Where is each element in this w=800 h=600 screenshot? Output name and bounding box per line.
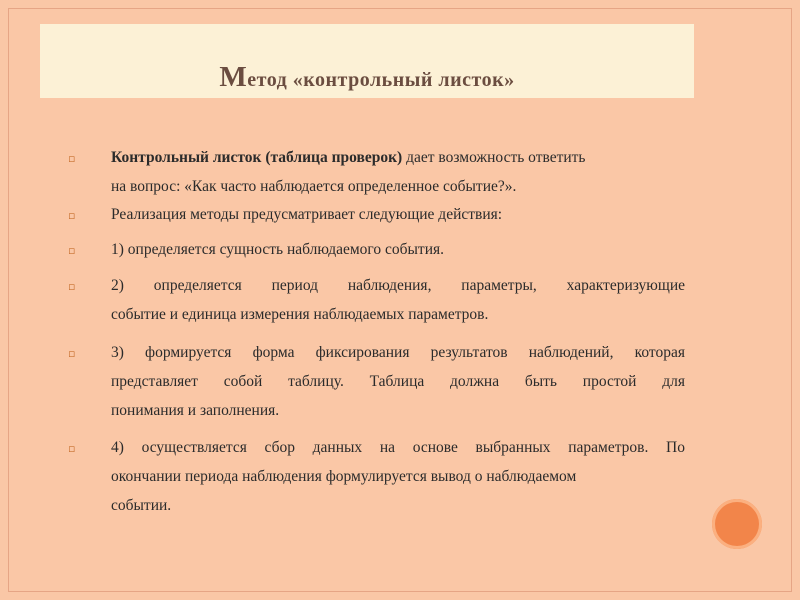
bullet-icon: ▫ [68, 209, 76, 222]
paragraph-5-line-2: представляет собой таблицу. Таблица должна быть простой для [111, 373, 685, 390]
title-rest: етод «контрольный листок» [247, 69, 515, 91]
paragraph-2 [111, 200, 685, 229]
paragraph-6-line-3: событии. [111, 497, 172, 514]
bullet-icon: ▫ [68, 442, 76, 455]
paragraph-3 [111, 235, 685, 264]
paragraph-4-line-2: событие и единица измерения наблюдаемых параметров. [111, 306, 489, 323]
title-banner [40, 24, 694, 98]
paragraph-5-line-3: понимания и заполнения. [111, 402, 280, 419]
decorative-circle [712, 499, 762, 549]
bullet-icon: ▫ [68, 347, 76, 360]
paragraph-5 [111, 338, 685, 425]
paragraph-4-line-1: 2) определяется период наблюдения, параметры, характеризующие [111, 277, 685, 294]
paragraph-1 [111, 143, 685, 201]
paragraph-6-line-2: окончании периода наблюдения формулируется вывод о наблюдаемом [111, 468, 577, 485]
paragraph-6-line-1: 4) осуществляется сбор данных на основе выбранных параметров. По [111, 439, 685, 456]
paragraph-1-line-2: на вопрос: «Как часто наблюдается определенное событие?». [111, 178, 517, 195]
paragraph-1-line-1 [111, 143, 685, 172]
paragraph-1-rest: дает возможность ответить [402, 149, 586, 166]
paragraph-3-line-1: 1) определяется сущность наблюдаемого события. [111, 241, 445, 258]
bullet-icon: ▫ [68, 244, 76, 257]
paragraph-6 [111, 433, 685, 520]
bullet-icon: ▫ [68, 152, 76, 165]
paragraph-4 [111, 271, 685, 329]
title-initial: М [219, 61, 248, 93]
paragraph-2-line-1: Реализация методы предусматривает следующие действия: [111, 206, 503, 223]
bullet-icon: ▫ [68, 280, 76, 293]
paragraph-5-line-1: 3) формируется форма фиксирования результатов наблюдений, которая [111, 344, 685, 361]
page-title [40, 62, 694, 95]
paragraph-1-bold: Контрольный листок (таблица проверок) [111, 149, 403, 166]
